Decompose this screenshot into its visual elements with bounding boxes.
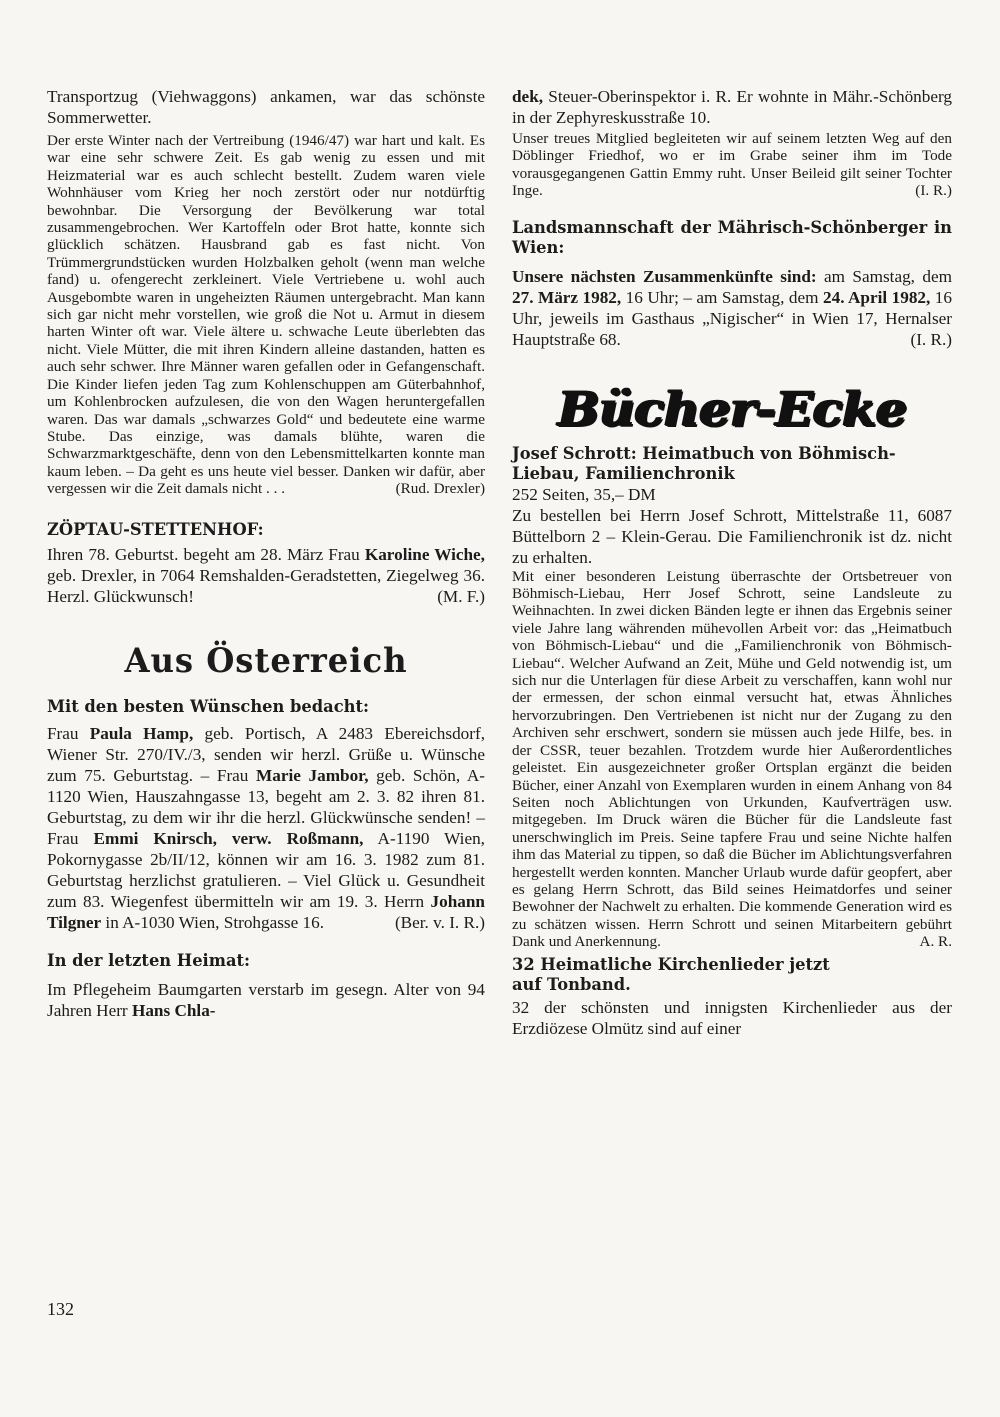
- heimat-cont-text: Steuer-Oberinspektor i. R. Er wohnte in Mähr.-Schönberg in der Zephyreskusstraße 10.: [512, 87, 952, 127]
- wishes-name-3: Emmi Knirsch, verw. Roßmann,: [93, 828, 364, 848]
- zoptau-text-b: geb. Drexler, in 7064 Remshalden-Geradstetten, Ziegelweg 36. Herzl. Glückwunsch!: [47, 565, 485, 606]
- lm-text-2: 16 Uhr; – am Samstag, dem: [621, 287, 823, 307]
- intro-paragraph: Transportzug (Viehwaggons) ankamen, war das schönste Sommerwetter.: [47, 87, 485, 127]
- page-number: 132: [47, 1299, 74, 1319]
- heimat-name: Hans Chla-: [131, 1000, 216, 1020]
- lm-date-1: 27. März 1982,: [512, 287, 622, 307]
- wishes-text-5: in A-1030 Wien, Strohgasse 16.: [101, 912, 325, 932]
- winter-paragraph: [47, 132, 485, 498]
- heimat-text: Im Pflegeheim Baumgarten verstarb im gesegn. Alter von 94 Jahren Herr: [47, 979, 485, 1020]
- wishes-heading: Mit den besten Wünschen bedacht:: [47, 696, 369, 716]
- zoptau-heading: ZÖPTAU-STETTENHOF:: [47, 519, 264, 539]
- winter-text: Der erste Winter nach der Vertreibung (1946/47) war hart und kalt. Es war eine sehr schwere Zeit. Es gab wenig zu essen und mit Heizmaterial war es auch schlecht bestellt. Zudem waren viele Wohnhäuser vom Krieg her noch zerstört oder nur notdürftig bewohnbar. Die Versorgung der Bevölkerung war total zusammengebrochen. Wer Kartoffeln oder Brot hatte, konnte sich glücklich schätzen. Hausbrand gab es fast nicht. Von Trümmergrundstücken wurden Holzbalken geholt (wenn man welche fand) u. ofengerecht zerkleinert. Viele Vertriebene u. wohl auch Ausgebombte waren in ungeheizten Räumen untergebracht. Man kann sich gar nicht mehr vorstellen, wie groß die Not u. Armut in diesem harten Winter oft war. Viele ältere u. schwache Leute überlebten das nicht. Viele Mütter, die mit ihren Kindern alleine dastanden, hatten es auch sehr schwer. Ihre Männer waren gefallen oder in Gefangenschaft. Die Kinder liefen jeden Tag zum Kohlenschuppen am Güterbahnhof, um Kohlenbrocken aufzulesen, die von den Wagen heruntergefallen waren. Das war damals „schwarzes Gold“ und bedeutete eine warme Stube. Das einzige, was damals blühte, waren die Schwarzmarktgeschäfte, denn von den Lebensmittelkarten konnte man kaum leben. – Da geht es uns heute viel besser. Danken wir dafür, aber vergessen wir die Zeit damals nicht . . .: [47, 132, 485, 498]
- left-column: [47, 86, 485, 1021]
- wishes-text-3: geb. Schön, A-1120 Wien, Hauszahngasse 13, begeht am 2. 3. 82 ihren 81. Geburtstag, zu dem wir ihr die herzl. Glückwünsche senden! – Frau: [47, 765, 485, 848]
- lm-date-2: 24. April 1982,: [823, 287, 931, 307]
- kirchenlieder-heading: 32 Heimatliche Kirchenlieder jetzt auf Tonband.: [512, 954, 830, 994]
- heimat-paragraph: [47, 979, 485, 1021]
- wishes-text-1: Frau: [47, 723, 90, 743]
- heimat-name-cont: dek,: [512, 87, 544, 106]
- lm-text-3: 16 Uhr, jeweils im Gasthaus „Nigischer“ in Wien 17, Hernalser Hauptstraße 68.: [512, 287, 952, 349]
- right-column: [512, 86, 952, 1039]
- book-order: Zu bestellen bei Herrn Josef Schrott, Mittelstraße 11, 6087 Büttelborn 2 – Klein-Gerau. Die Familienchronik ist dz. nicht zu erhalten.: [512, 505, 952, 567]
- book-heading: Josef Schrott: Heimatbuch von Böhmisch-Liebau, Familienchronik: [512, 443, 896, 483]
- aus-oesterreich-title: Aus Österreich: [124, 640, 408, 681]
- heimat-signature: (I. R.): [915, 182, 952, 200]
- winter-signature: (Rud. Drexler): [395, 480, 485, 498]
- wishes-signature: (Ber. v. I. R.): [394, 912, 485, 932]
- heimat-small-paragraph: [512, 130, 952, 200]
- zoptau-paragraph: [47, 544, 485, 607]
- wishes-text-2: geb. Portisch, A 2483 Ebereichsdorf, Wiener Str. 270/IV./3, senden wir herzl. Grüße u. Wünsche zum 75. Geburtstag. – Frau: [47, 723, 486, 785]
- lm-signature: (I. R.): [910, 329, 952, 349]
- kirchenlieder-paragraph: 32 der schönsten und innigsten Kirchenlieder aus der Erzdiözese Olmütz sind auf einer: [512, 997, 952, 1038]
- wishes-paragraph: [47, 723, 485, 933]
- book-paragraph: [512, 568, 952, 951]
- heimat-cont-paragraph: [512, 86, 952, 128]
- wishes-name-4: Johann Tilgner: [47, 891, 485, 932]
- buecher-ecke-title: Bücher-Ecke: [557, 381, 907, 437]
- wishes-name-1: Paula Hamp,: [89, 723, 194, 743]
- zoptau-text-a: Ihren 78. Geburtst. begeht am 28. März Frau: [47, 544, 365, 564]
- heimat-heading: In der letzten Heimat:: [47, 950, 251, 970]
- book-text: Mit einer besonderen Leistung überraschte der Ortsbetreuer von Böhmisch-Liebau, Herr Josef Schrott, seine Landsleute zu Weihnachten. In zwei dicken Bänden legte er ihnen das Ergebnis seiner viele Jahre lang währenden mühevollen Arbeit vor: das „Heimatbuch von Böhmisch-Liebau“ und die „Familienchronik von Böhmisch-Liebau“. Welcher Aufwand an Zeit, Mühe und Geld notwendig ist, um sich nur die Unterlagen für diese Arbeit zu verschaffen, kann wohl nur der ermessen, der schon einmal versucht hat, etwas Ähnliches hervorzubringen. Den Vertriebenen ist nicht nur der Zugang zu den Archiven sehr erschwert, sondern sie müssen auch jede Hilfe, bes. in der CSSR, teuer bezahlen. Trotzdem wurde hier Außerordentliches geleistet. Ein ausgezeichneter großer Ortsplan ergänzt die beiden Bücher, einer Anzahl von Exemplaren wurden in einem Anhang von 84 Seiten noch Ablichtungen von Urkunden, Kaufverträgen usw. mitgegeben. Im Druck wären die Bücher für die Landsleute fast unerschwinglich im Preis. Seine tapfere Frau und seine Nichte halfen ihm das Material zu tippen, so daß die Bücher im Ablichtungsverfahren hergestellt werden konnten. Mancher Urlaub wurde dafür geopfert, aber es gelang Herrn Schrott, das Bild seines Heimatdorfes und seiner Bewohner der Nachwelt zu erhalten. Die kommende Generation wird es zu schätzen wissen. Herrn Schrott und seinen Mitarbeitern gebührt Dank und Anerkennung.: [512, 567, 952, 951]
- book-details: 252 Seiten, 35,– DM: [512, 484, 656, 504]
- zoptau-name: Karoline Wiche,: [364, 544, 485, 564]
- landsmannschaft-paragraph: [512, 266, 952, 350]
- wishes-text-4: A-1190 Wien, Pokornygasse 2b/II/12, können wir am 16. 3. 1982 zum 81. Geburtstag herzlichst gratulieren. – Viel Glück u. Gesundheit zum 83. Wiegenfest übermitteln wir am 19. 3. Herrn: [47, 828, 485, 911]
- landsmannschaft-heading: Landsmannschaft der Mährisch-Schönberger in Wien:: [512, 217, 952, 257]
- zoptau-signature: (M. F.): [437, 586, 485, 606]
- lm-text-1: am Samstag, dem: [816, 266, 952, 286]
- lm-bold: Unsere nächsten Zusammenkünfte sind:: [512, 266, 817, 286]
- heimat-small-text: Unser treues Mitglied begleiteten wir auf seinem letzten Weg auf den Döblinger Friedhof, wo er im Grabe seiner ihm im Tode vorausgegangenen Gattin Emmy ruht. Unser Beileid gilt seiner Tochter Inge.: [512, 130, 952, 200]
- book-signature: A. R.: [919, 933, 952, 951]
- wishes-name-2: Marie Jambor,: [256, 765, 369, 785]
